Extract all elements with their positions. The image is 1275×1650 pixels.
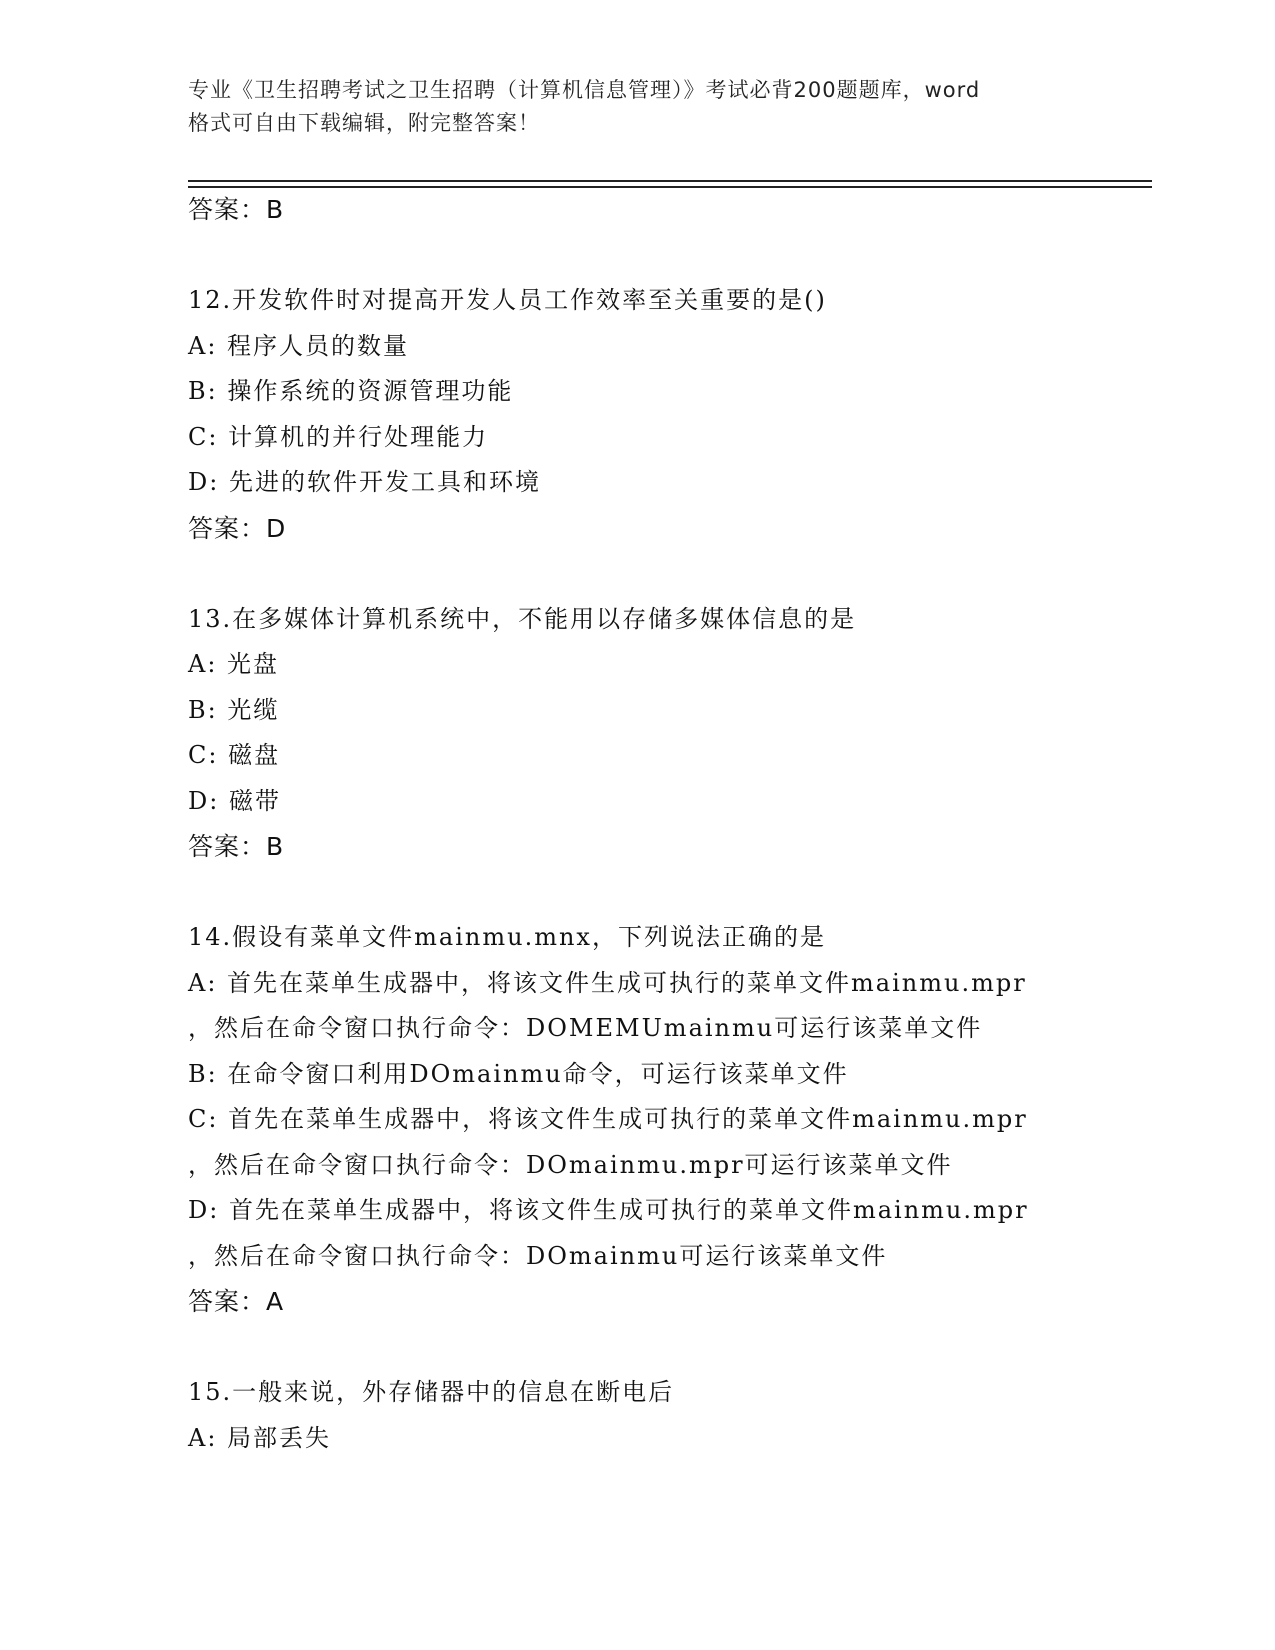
header-line-1: 专业《卫生招聘考试之卫生招聘（计算机信息管理）》考试必背200题题库，word — [188, 78, 981, 102]
option-d: D: 磁带 — [188, 786, 281, 815]
option-d-continued: ，然后在命令窗口执行命令：DOmainmu可运行该菜单文件 — [188, 1241, 888, 1270]
option-c: C: 首先在菜单生成器中，将该文件生成可执行的菜单文件mainmu.mpr — [188, 1105, 1028, 1133]
question-13 — [188, 597, 1148, 870]
previous-answer: 答案：B — [188, 195, 285, 224]
question-stem: 15.一般来说，外存储器中的信息在断电后 — [188, 1378, 675, 1406]
option-c: C: 磁盘 — [188, 741, 281, 769]
answer: 答案：D — [188, 513, 287, 543]
option-b: B: 操作系统的资源管理功能 — [188, 377, 514, 405]
question-14 — [188, 915, 1148, 1325]
header-line-2: 格式可自由下载编辑，附完整答案！ — [188, 111, 540, 135]
question-list — [188, 187, 1148, 1461]
spacer — [188, 1325, 1148, 1371]
option-b: B: 在命令窗口利用DOmainmu命令，可运行该菜单文件 — [188, 1059, 849, 1088]
answer: 答案：A — [188, 1287, 285, 1316]
question-15 — [188, 1370, 1148, 1461]
option-a: A: 首先在菜单生成器中，将该文件生成可执行的菜单文件mainmu.mpr — [188, 968, 1027, 997]
question-stem: 12.开发软件时对提高开发人员工作效率至关重要的是() — [188, 286, 827, 314]
option-a: A: 光盘 — [188, 650, 280, 678]
answer: 答案：B — [188, 832, 285, 861]
spacer — [188, 870, 1148, 916]
header-divider-top — [188, 180, 1152, 182]
option-a: A: 局部丢失 — [188, 1423, 332, 1452]
question-stem: 14.假设有菜单文件mainmu.mnx，下列说法正确的是 — [188, 923, 826, 951]
spacer — [188, 551, 1148, 597]
spacer — [188, 233, 1148, 279]
option-a: A: 程序人员的数量 — [188, 331, 410, 360]
option-b: B: 光缆 — [188, 695, 280, 724]
option-d: D: 首先在菜单生成器中，将该文件生成可执行的菜单文件mainmu.mpr — [188, 1196, 1029, 1224]
document-header — [188, 74, 1088, 140]
option-c-continued: ，然后在命令窗口执行命令：DOmainmu.mpr可运行该菜单文件 — [188, 1150, 953, 1179]
option-a-continued: ，然后在命令窗口执行命令：DOMEMUmainmu可运行该菜单文件 — [188, 1014, 983, 1042]
option-c: C: 计算机的并行处理能力 — [188, 422, 489, 451]
option-d: D: 先进的软件开发工具和环境 — [188, 468, 541, 496]
question-12 — [188, 278, 1148, 551]
question-stem: 13.在多媒体计算机系统中，不能用以存储多媒体信息的是 — [188, 604, 857, 633]
